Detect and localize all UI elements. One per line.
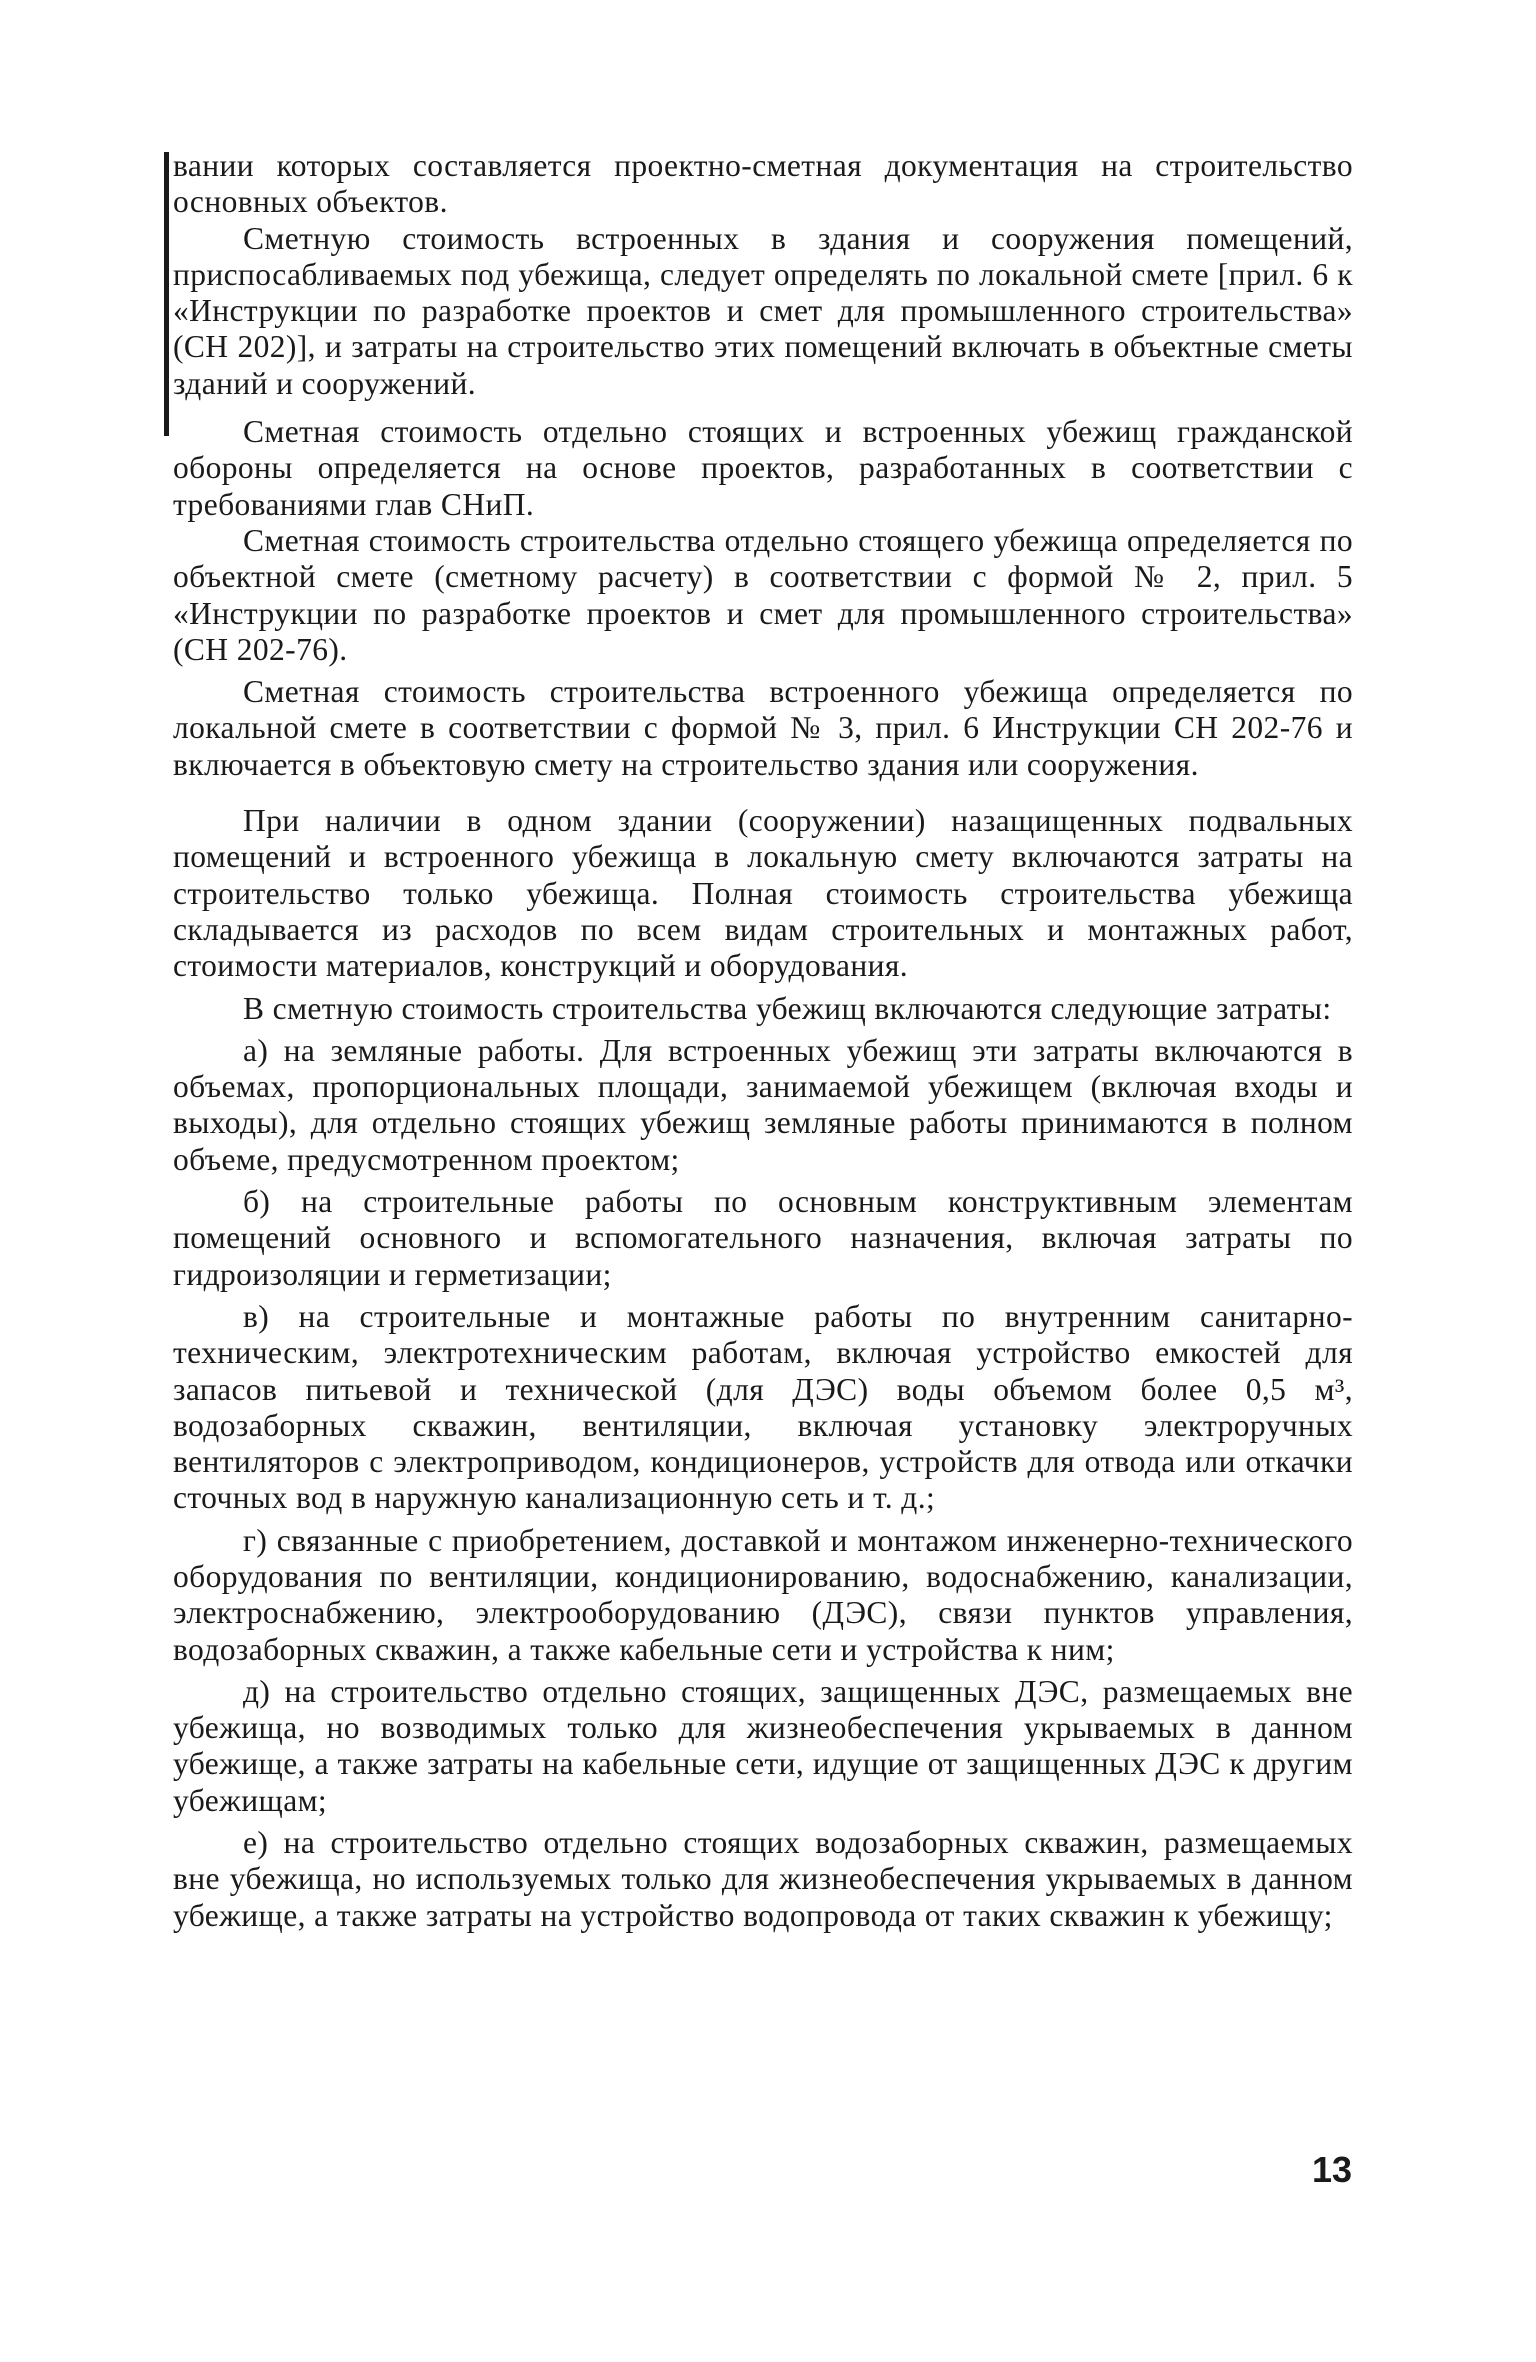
paragraph-continuation: вании которых составляется проектно-сметная документация на строительство основных объектов. — [173, 148, 1353, 220]
list-item-d: д) на строительство отдельно стоящих, защищенных ДЭС, размещаемых вне убежища, но возводимых только для жизнеобеспечения укрываемых в данном убежище, а также затраты на кабельные сети, идущие от защищенных ДЭС к другим убежищам; — [173, 1673, 1353, 1818]
paragraph-cost-list-intro: В сметную стоимость строительства убежищ включаются следующие затраты: — [243, 990, 1332, 1026]
list-item-a: а) на земляные работы. Для встроенных убежищ эти затраты включаются в объемах, пропорциональных площади, занимаемой убежищем (включая входы и выходы), для отдельно стоящих убежищ земляные работы принимаются в полном объеме, предусмотренном проектом; — [173, 1032, 1353, 1177]
page-number: 13 — [1312, 2149, 1353, 2190]
list-item-e: е) на строительство отдельно стоящих водозаборных скважин, размещаемых вне убежища, но используемых только для жизнеобеспечения укрываемых в данном убежище, а также затраты на устройство водопровода от таких скважин к убежищу; — [173, 1825, 1353, 1933]
paragraph-standalone-shelter: Сметная стоимость строительства отдельно стоящего убежища определяется по объектной смете (сметному расчету) в соответствии с формой № 2, прил. 5 «Инструкции по разработке проектов и смет для промышленного строительства» (СН 202-76). — [173, 522, 1353, 667]
paragraph-builtin-shelter: Сметная стоимость строительства встроенного убежища определяется по локальной смете в соответствии с формой № 3, прил. 6 Инструкции СН 202-76 и включается в объектовую смету на строительство здания или сооружения. — [173, 674, 1353, 782]
list-item-b: б) на строительные работы по основным конструктивным элементам помещений основного и вспомогательного назначения, включая затраты по гидроизоляции и герметизации; — [173, 1184, 1353, 1292]
paragraph-builtin-premises: Сметную стоимость встроенных в здания и сооружения помещений, приспосабливаемых под убежища, следует определять по локальной смете [прил. 6 к «Инструкции по разработке проектов и смет для промышленного строительства» (СН 202)], и затраты на строительство этих помещений включать в объектные сметы зданий и сооружений. — [173, 220, 1353, 401]
text-body — [173, 148, 1353, 1934]
list-item-g: г) связанные с приобретением, доставкой и монтажом инженерно-технического оборудования по вентиляции, кондиционированию, водоснабжению, канализации, электроснабжению, электрооборудованию (ДЭС), связи пунктов управления, водозаборных скважин, а также кабельные сети и устройства к ним; — [173, 1522, 1353, 1667]
paragraph-civil-defense-shelters: Сметная стоимость отдельно стоящих и встроенных убежищ гражданской обороны определяется на основе проектов, разработанных в соответствии с требованиями глав СНиП. — [173, 414, 1353, 522]
list-item-v: в) на строительные и монтажные работы по внутренним санитарно-техническим, электротехническим работам, включая устройство емкостей для запасов питьевой и технической (для ДЭС) воды объемом более 0,5 м³, водозаборных скважин, вентиляции, включая установку электроручных вентиляторов с электроприводом, кондиционеров, устройств для отвода или откачки сточных вод в наружную канализационную сеть и т. д.; — [173, 1298, 1353, 1516]
paragraph-basement-premises: При наличии в одном здании (сооружении) назащищенных подвальных помещений и встроенного убежища в локальную смету включаются затраты на строительство только убежища. Полная стоимость строительства убежища складывается из расходов по всем видам строительных и монтажных работ, стоимости материалов, конструкций и оборудования. — [173, 803, 1353, 984]
margin-change-bar — [164, 152, 169, 436]
